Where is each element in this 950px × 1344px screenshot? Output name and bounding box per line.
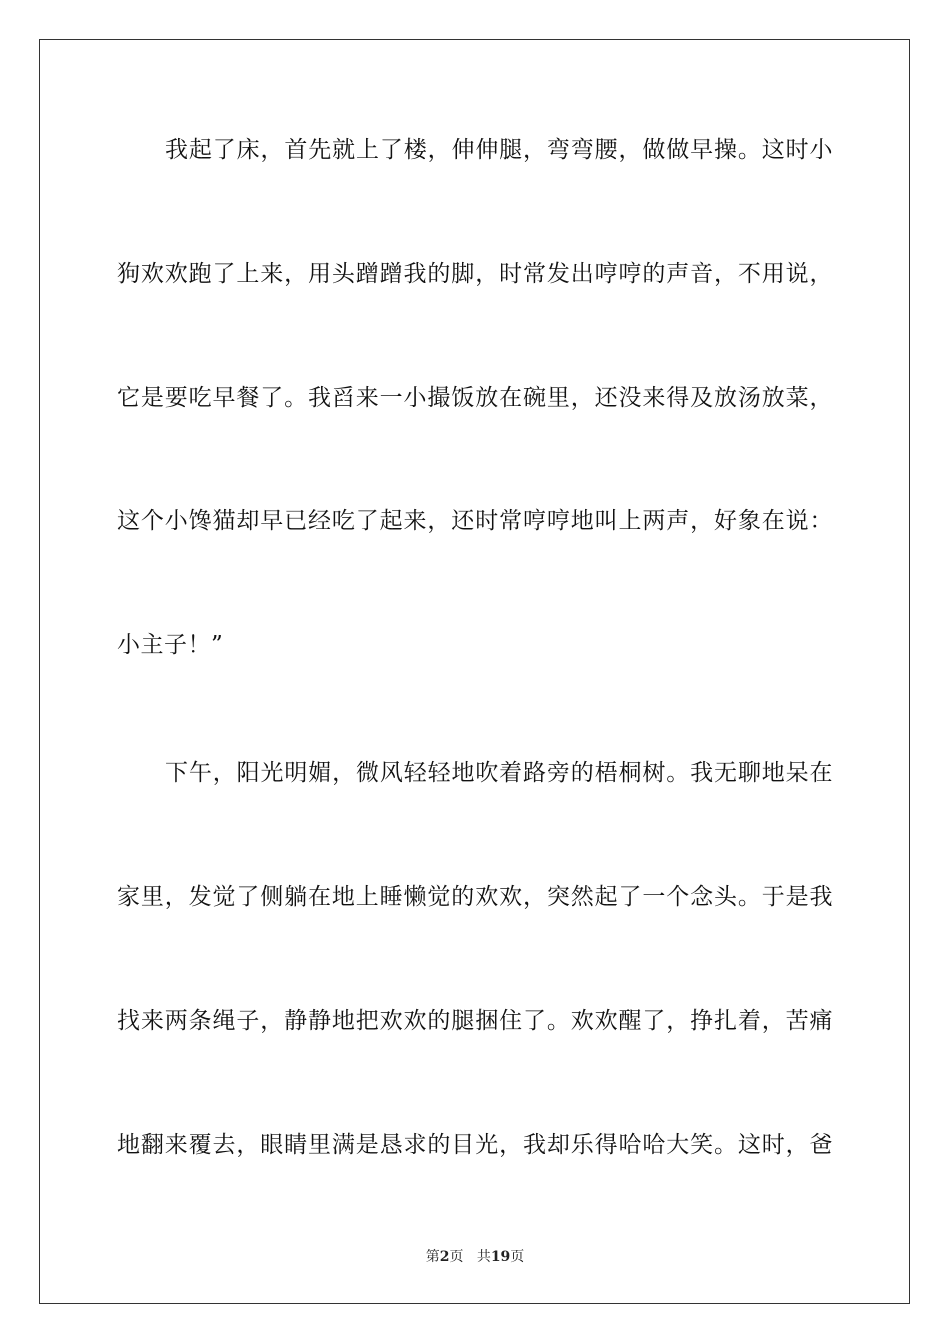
page-border: [39, 39, 910, 1304]
paragraph-line: 这个小馋猫却早已经吃了起来，还时常哼哼地叫上两声，好象在说：: [117, 508, 833, 534]
paragraph-line: 下午，阳光明媚，微风轻轻地吹着路旁的梧桐树。我无聊地呆在: [165, 760, 833, 786]
total-prefix: 共: [476, 1249, 491, 1265]
paragraph-line: 小主子！”: [117, 632, 224, 658]
paragraph-line: 我起了床，首先就上了楼，伸伸腿，弯弯腰，做做早操。这时小: [165, 137, 833, 163]
paragraph-line: 狗欢欢跑了上来，用头蹭蹭我的脚，时常发出哼哼的声音，不用说，: [117, 261, 833, 287]
total-suffix: 页: [510, 1249, 525, 1265]
paragraph-line: 地翻来覆去，眼睛里满是恳求的目光，我却乐得哈哈大笑。这时，爸: [117, 1132, 833, 1158]
paragraph-line: 家里，发觉了侧躺在地上睡懒觉的欢欢，突然起了一个念头。于是我: [117, 884, 833, 910]
page-suffix: 页: [449, 1249, 464, 1265]
page-prefix: 第: [425, 1249, 440, 1265]
total-pages: 19: [490, 1249, 511, 1265]
paragraph-line: 找来两条绳子，静静地把欢欢的腿捆住了。欢欢醒了，挣扎着，苦痛: [117, 1008, 833, 1034]
page-number: 2: [439, 1249, 450, 1265]
paragraph-line: 它是要吃早餐了。我舀来一小撮饭放在碗里，还没来得及放汤放菜，: [117, 385, 833, 411]
page-footer: [0, 1247, 950, 1267]
